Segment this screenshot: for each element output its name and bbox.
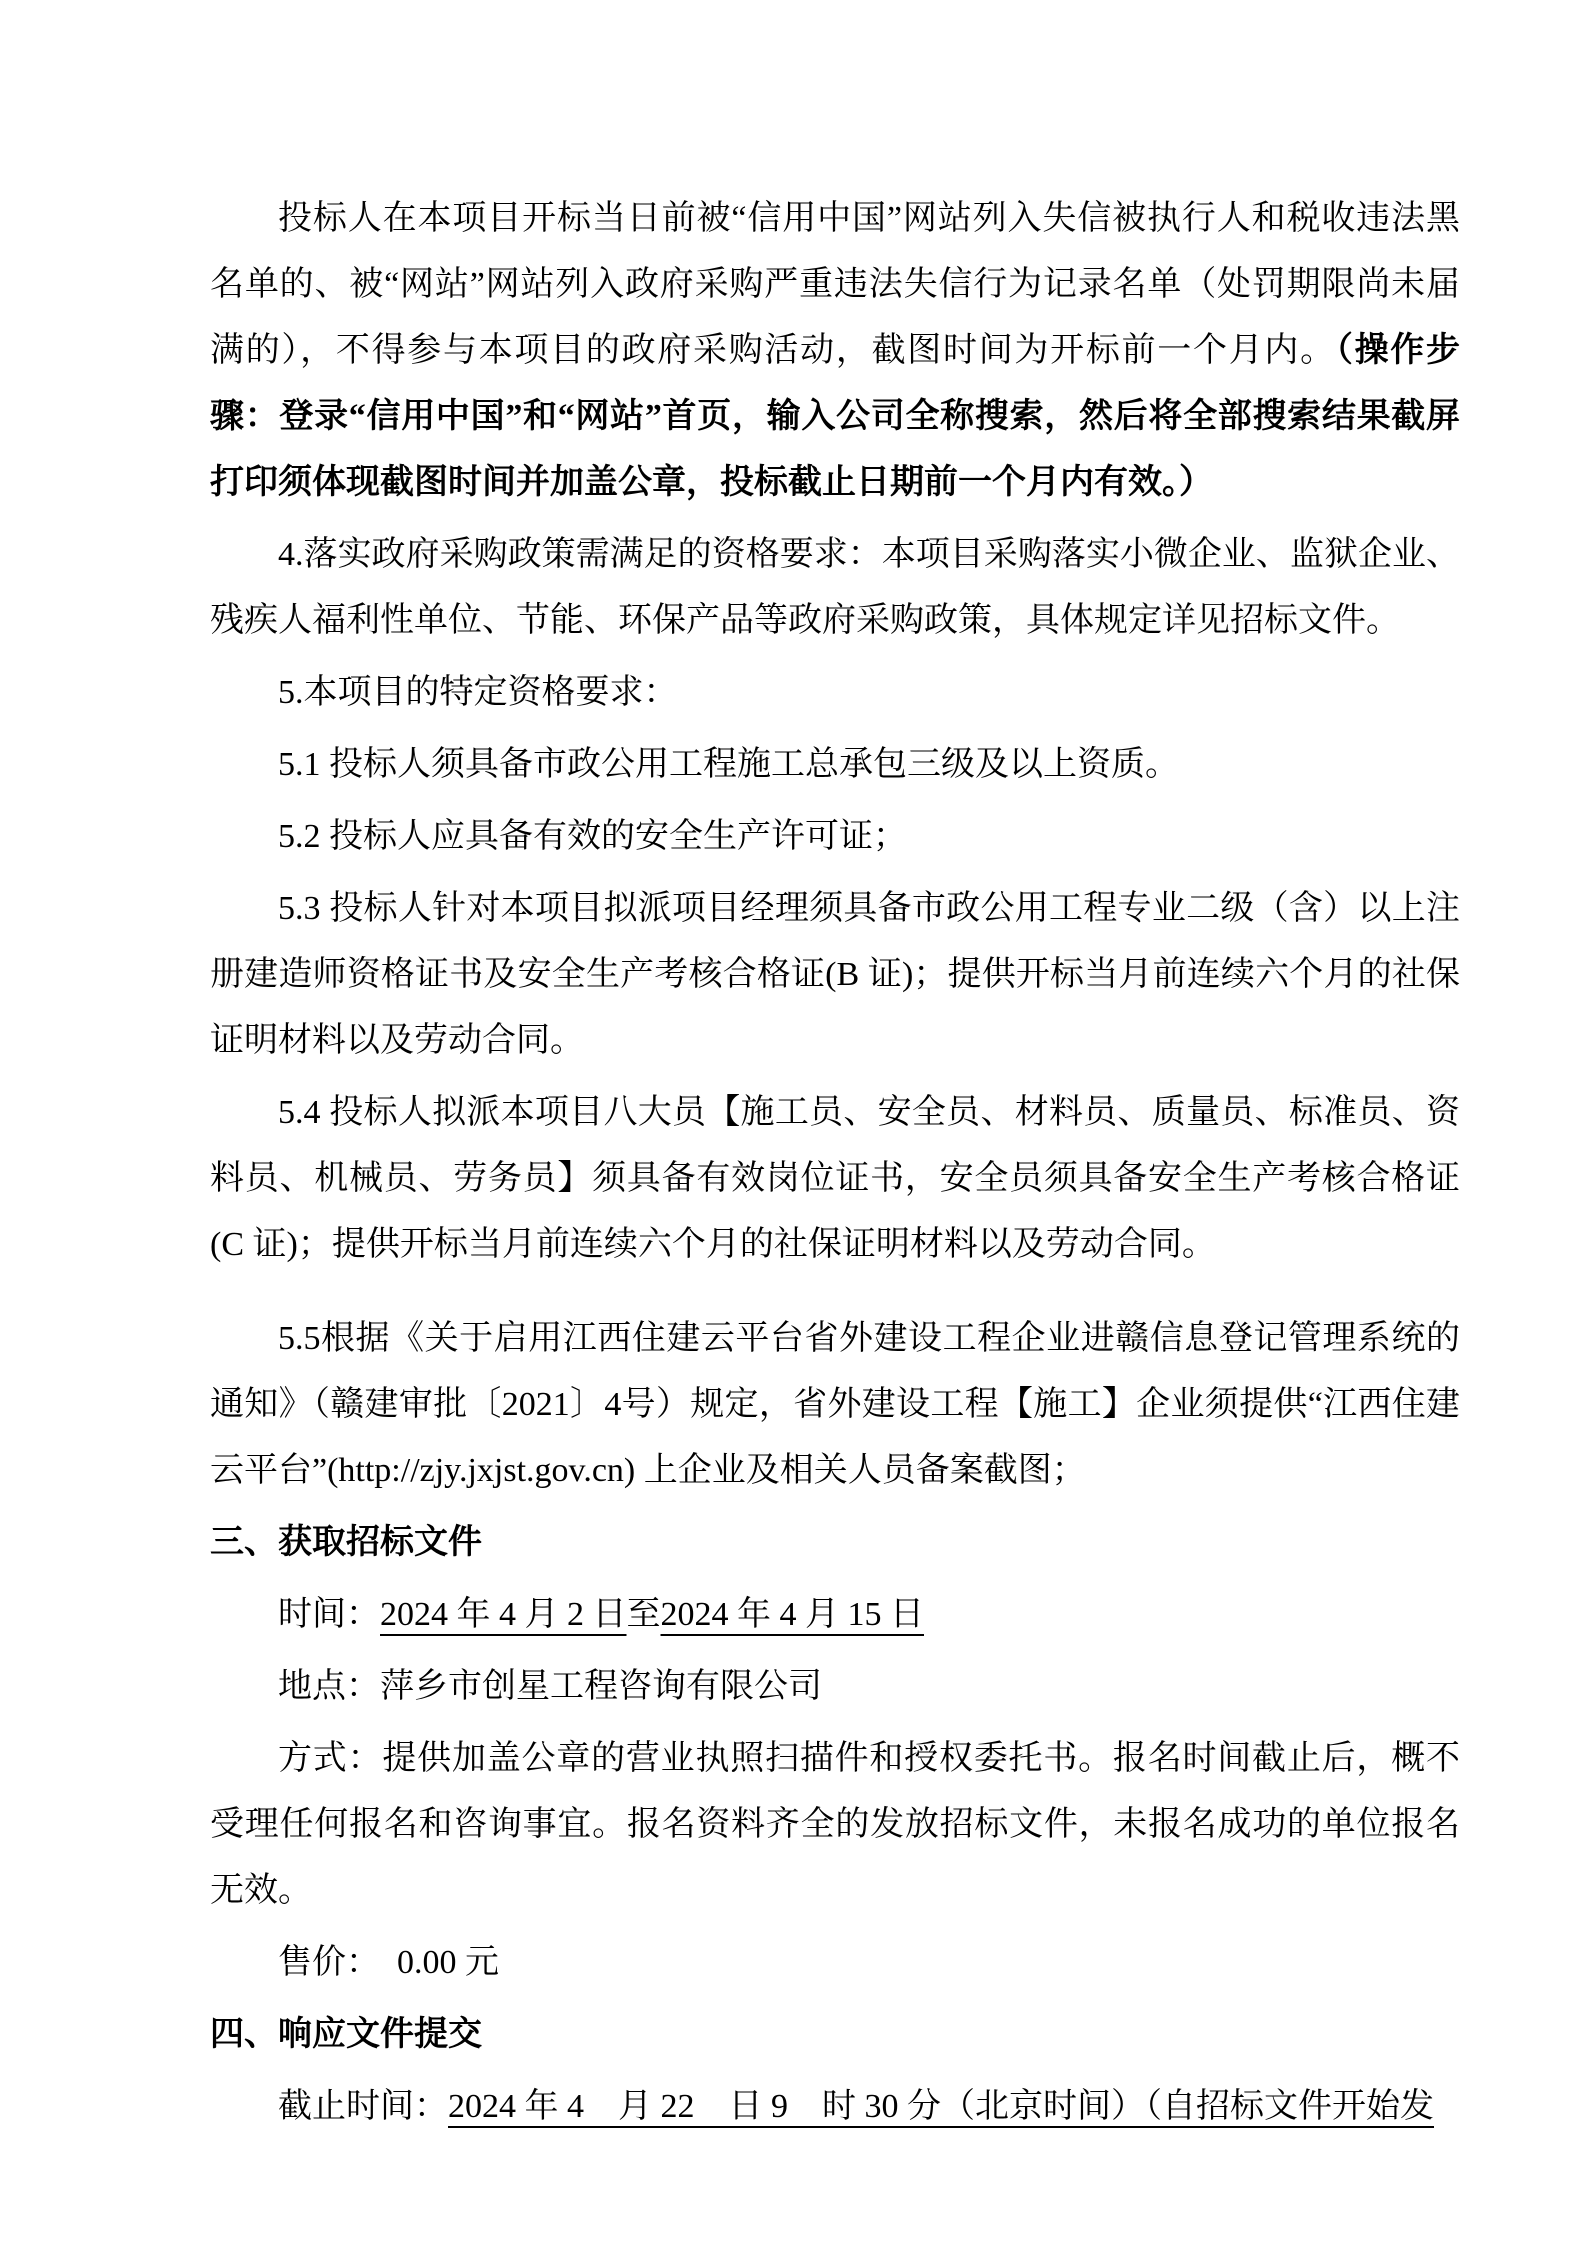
text-run: 投标人在本项目开标当日前被“信用中国”网站列入失信被执行人和税收违法黑名单的、被“网站”网站列入政府采购严重违法失信行为记录名单（处罚期限尚未届满的），不得参与本项目的政府采购活动，截图时间为开标前一个月内。	[210, 200, 1460, 369]
text-run: 地点：萍乡市创星工程咨询有限公司	[278, 1668, 822, 1705]
paragraph	[210, 876, 1460, 1074]
text-run: 4.落实政府采购政策需满足的资格要求：本项目采购落实小微企业、监狱企业、残疾人福利性单位、节能、环保产品等政府采购政策，具体规定详见招标文件。	[210, 536, 1460, 639]
paragraph	[210, 1930, 1460, 1996]
text-run: 四、响应文件提交	[210, 2016, 482, 2053]
text-run: 方式：提供加盖公章的营业执照扫描件和授权委托书。报名时间截止后，概不受理任何报名和咨询事宜。报名资料齐全的发放招标文件，未报名成功的单位报名无效。	[210, 1740, 1460, 1909]
text-run: 5.4 投标人拟派本项目八大员【施工员、安全员、材料员、质量员、标准员、资料员、机械员、劳务员】须具备有效岗位证书，安全员须具备安全生产考核合格证(C 证)；提供开标当月前连续六个月的社保证明材料以及劳动合同。	[210, 1094, 1460, 1263]
document-body	[210, 186, 1460, 2140]
paragraph	[210, 732, 1460, 798]
paragraph	[210, 1582, 1460, 1648]
underlined-text-run: 2024 年 4 月 22 日 9 时 30 分（北京时间）（自招标文件开始发	[448, 2088, 1434, 2125]
paragraph	[210, 1306, 1460, 1504]
text-run: 截止时间：	[278, 2088, 448, 2125]
paragraph	[210, 522, 1460, 654]
bold-text-run: （操作步骤：登录“信用中国”和“网站”首页，输入公司全称搜索，然后将全部搜索结果截屏打印须体现截图时间并加盖公章，投标截止日期前一个月内有效。）	[210, 332, 1461, 501]
text-run: 5.3 投标人针对本项目拟派项目经理须具备市政公用工程专业二级（含）以上注册建造师资格证书及安全生产考核合格证(B 证)；提供开标当月前连续六个月的社保证明材料以及劳动合同。	[210, 890, 1460, 1059]
underlined-text-run: 2024 年 4 月 15 日	[660, 1596, 924, 1633]
text-run: 5.2 投标人应具备有效的安全生产许可证；	[278, 818, 907, 855]
paragraph	[210, 1654, 1460, 1720]
text-run: 三、获取招标文件	[210, 1524, 482, 1561]
paragraph	[210, 804, 1460, 870]
paragraph	[210, 186, 1460, 516]
paragraph	[210, 2074, 1460, 2140]
section-heading	[210, 1510, 1460, 1576]
underlined-text-run: 2024 年 4 月 2 日	[380, 1596, 627, 1633]
paragraph	[210, 1726, 1460, 1924]
text-run: 售价： 0.00 元	[278, 1944, 499, 1981]
text-run: 5.本项目的特定资格要求：	[278, 674, 678, 711]
text-run: 至	[626, 1596, 661, 1633]
text-run: 时间：	[278, 1596, 380, 1633]
section-heading	[210, 2002, 1460, 2068]
text-run: 5.1 投标人须具备市政公用工程施工总承包三级及以上资质。	[278, 746, 1179, 783]
paragraph	[210, 660, 1460, 726]
paragraph	[210, 1080, 1460, 1278]
text-run: 5.5根据《关于启用江西住建云平台省外建设工程企业进赣信息登记管理系统的通知》（赣建审批〔2021〕4号）规定，省外建设工程【施工】企业须提供“江西住建云平台”(http://zjy.jxjst.gov.cn) 上企业及相关人员备案截图；	[210, 1320, 1460, 1489]
